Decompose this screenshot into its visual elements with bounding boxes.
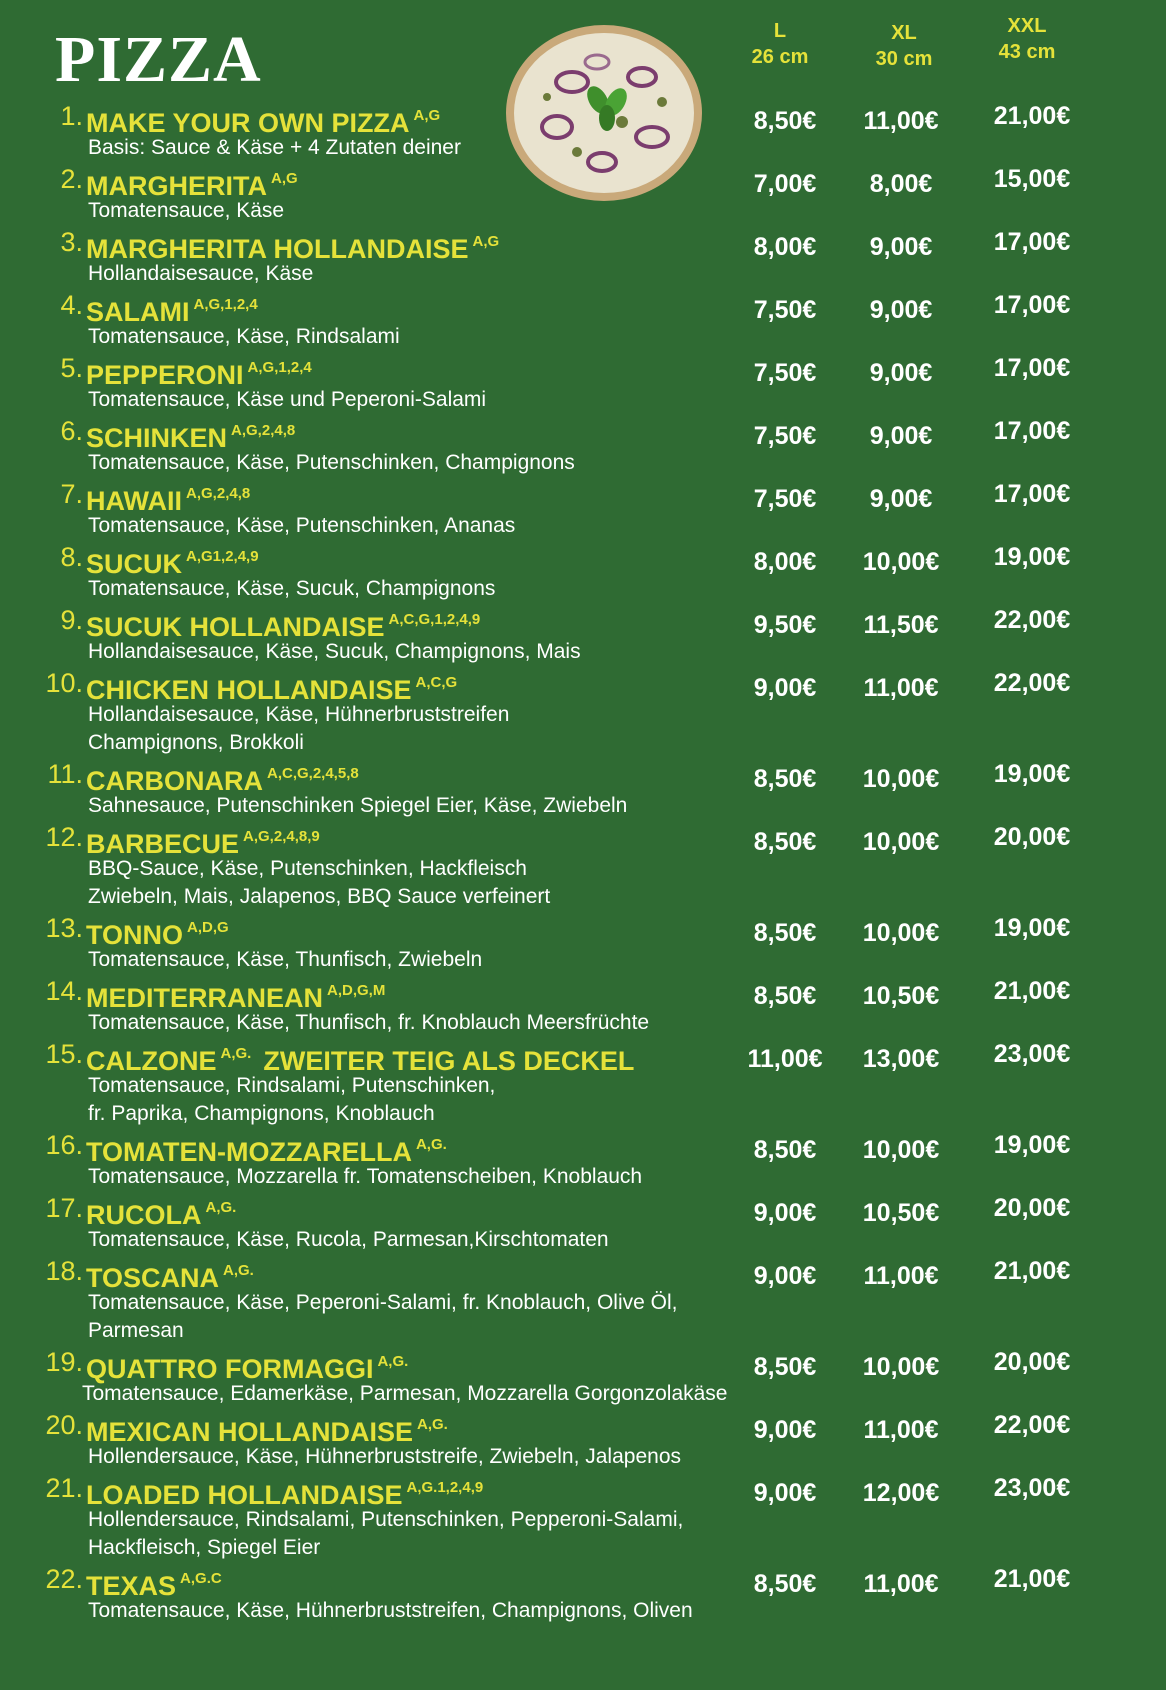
price-l: 8,50€	[753, 107, 817, 135]
price-l: 7,50€	[753, 296, 817, 324]
price-xxl: 19,00€	[993, 914, 1071, 942]
description-line: Hollandaisesauce, Käse, Sucuk, Champignons, Mais	[88, 640, 581, 663]
size-name: XXL	[1007, 15, 1047, 37]
item-note: ZWEITER TEIG ALS DECKEL	[263, 1046, 635, 1076]
price-l: 8,50€	[753, 1353, 817, 1381]
item-description	[88, 946, 748, 974]
size-header-xl	[844, 20, 964, 72]
description-line: Tomatensauce, Käse und Peperoni-Salami	[88, 388, 487, 411]
item-title: BARBECUE	[86, 829, 240, 859]
price-xl: 11,00€	[863, 107, 939, 135]
pizza-image	[502, 22, 706, 204]
price-l: 7,50€	[753, 359, 817, 387]
item-description	[88, 1163, 748, 1191]
item-description	[88, 1289, 748, 1345]
allergen-codes: A,G.C	[180, 1570, 222, 1587]
item-title: TOSCANA	[86, 1263, 220, 1293]
price-l: 8,00€	[753, 233, 817, 261]
allergen-codes: A,G,2,4,8,9	[243, 828, 320, 845]
description-line: Tomatensauce, Käse, Peperoni-Salami, fr. Knoblauch, Olive Öl,	[88, 1291, 678, 1314]
price-xl: 9,00€	[869, 359, 933, 387]
item-description	[88, 855, 748, 911]
price-xxl: 23,00€	[993, 1040, 1071, 1068]
item-description	[88, 134, 748, 162]
allergen-codes: A,G	[270, 170, 298, 187]
item-title: SUCUK	[86, 549, 183, 579]
allergen-codes: A,G,1,2,4	[247, 359, 312, 376]
description-line: BBQ-Sauce, Käse, Putenschinken, Hackfleisch	[88, 857, 527, 880]
item-description	[88, 1009, 748, 1037]
price-xxl: 20,00€	[993, 1194, 1071, 1222]
price-xl: 10,00€	[862, 1136, 940, 1164]
description-line: Hollandaisesauce, Käse, Hühnerbruststreifen	[88, 703, 510, 726]
description-line: Tomatensauce, Rindsalami, Putenschinken,	[88, 1074, 496, 1097]
size-name: L	[773, 20, 787, 42]
description-line: Tomatensauce, Käse	[88, 199, 285, 222]
description-line: Tomatensauce, Käse, Putenschinken, Ananas	[88, 514, 516, 537]
price-l: 7,00€	[753, 170, 817, 198]
item-title: CARBONARA	[86, 766, 263, 796]
item-description	[88, 1506, 748, 1562]
price-l: 8,50€	[753, 919, 817, 947]
item-number: 8.	[60, 542, 83, 572]
item-number: 12.	[45, 822, 83, 852]
allergen-codes: A,G,1,2,4	[193, 296, 258, 313]
item-title: MARGHERITA	[86, 171, 267, 201]
description-line: Basis: Sauce & Käse + 4 Zutaten deiner	[88, 136, 461, 159]
item-number: 19.	[45, 1347, 83, 1377]
price-xl: 12,00€	[862, 1479, 940, 1507]
price-xxl: 17,00€	[993, 354, 1071, 382]
price-xl: 9,00€	[869, 485, 933, 513]
description-line: Hollandaisesauce, Käse	[88, 262, 314, 285]
price-xxl: 20,00€	[993, 1348, 1071, 1376]
price-xl: 10,50€	[862, 1199, 940, 1227]
price-xl: 10,50€	[862, 982, 940, 1010]
price-l: 9,00€	[753, 1262, 817, 1290]
item-description	[88, 1597, 748, 1625]
description-line: Tomatensauce, Käse, Rucola, Parmesan,Kirschtomaten	[88, 1228, 609, 1251]
allergen-codes: A,G.	[223, 1262, 254, 1279]
item-number: 3.	[60, 227, 83, 257]
price-xxl: 22,00€	[993, 1411, 1071, 1439]
item-number: 6.	[60, 416, 83, 446]
price-xl: 9,00€	[869, 233, 933, 261]
price-xl: 11,00€	[863, 674, 939, 702]
price-xl: 10,00€	[862, 1353, 940, 1381]
description-line: fr. Paprika, Champignons, Knoblauch	[88, 1102, 435, 1125]
item-title: MEDITERRANEAN	[86, 983, 324, 1013]
item-number: 10.	[45, 668, 83, 698]
price-l: 7,50€	[753, 485, 817, 513]
item-title: SALAMI	[86, 297, 190, 327]
item-description	[88, 792, 748, 820]
item-number: 18.	[45, 1256, 83, 1286]
allergen-codes: A,G.1,2,4,9	[406, 1479, 484, 1496]
allergen-codes: A,G.	[377, 1353, 409, 1370]
price-l: 8,50€	[753, 1570, 817, 1598]
description-line: Tomatensauce, Käse, Rindsalami	[88, 325, 400, 348]
description-line: Zwiebeln, Mais, Jalapenos, BBQ Sauce verfeinert	[88, 885, 551, 908]
price-l: 9,50€	[753, 611, 817, 639]
item-number: 20.	[45, 1410, 83, 1440]
item-title: MEXICAN HOLLANDAISE	[86, 1417, 414, 1447]
price-l: 11,00€	[747, 1045, 823, 1073]
price-l: 8,50€	[753, 982, 817, 1010]
price-l: 9,00€	[753, 1416, 817, 1444]
item-number: 22.	[45, 1564, 83, 1594]
allergen-codes: A,G.	[415, 1136, 447, 1153]
item-title: TONNO	[86, 920, 184, 950]
price-xxl: 19,00€	[993, 543, 1071, 571]
price-xl: 10,00€	[862, 548, 940, 576]
description-line: Parmesan	[88, 1319, 184, 1342]
allergen-codes: A,C,G	[415, 674, 458, 691]
item-description	[88, 260, 748, 288]
price-xl: 11,50€	[863, 611, 939, 639]
price-l: 8,50€	[753, 1136, 817, 1164]
item-number: 5.	[60, 353, 83, 383]
description-line: Tomatensauce, Mozzarella fr. Tomatenscheiben, Knoblauch	[88, 1165, 643, 1188]
size-diameter: 43 cm	[998, 41, 1056, 63]
item-description	[88, 386, 748, 414]
price-xl: 11,00€	[863, 1416, 939, 1444]
item-description	[88, 638, 748, 666]
description-line: Tomatensauce, Käse, Putenschinken, Champignons	[88, 451, 575, 474]
allergen-codes: A,C,G,1,2,4,9	[388, 611, 481, 628]
price-xl: 8,00€	[869, 170, 933, 198]
price-l: 9,00€	[753, 1199, 817, 1227]
item-title: PEPPERONI	[86, 360, 244, 390]
item-number: 1.	[60, 101, 83, 131]
price-xxl: 21,00€	[993, 1565, 1071, 1593]
item-title: TOMATEN-MOZZARELLA	[86, 1137, 412, 1167]
item-title: CALZONE	[86, 1046, 217, 1076]
item-description	[88, 1072, 748, 1128]
price-xxl: 17,00€	[993, 417, 1071, 445]
size-name: XL	[891, 22, 917, 44]
item-title: MARGHERITA HOLLANDAISE	[86, 234, 469, 264]
allergen-codes: A,G	[413, 107, 441, 124]
item-number: 13.	[45, 913, 83, 943]
price-xxl: 21,00€	[993, 977, 1071, 1005]
item-title: TEXAS	[86, 1571, 177, 1601]
description-line: Sahnesauce, Putenschinken Spiegel Eier, Käse, Zwiebeln	[88, 794, 628, 817]
allergen-codes: A,D,G,M	[327, 982, 386, 999]
item-title: MAKE YOUR OWN PIZZA	[86, 108, 410, 138]
item-number: 14.	[45, 976, 83, 1006]
item-title: HAWAII	[86, 486, 183, 516]
description-line: Tomatensauce, Käse, Thunfisch, fr. Knoblauch Meersfrüchte	[88, 1011, 650, 1034]
price-xxl: 20,00€	[993, 823, 1071, 851]
price-xl: 13,00€	[862, 1045, 940, 1073]
item-description	[88, 575, 748, 603]
item-number: 9.	[60, 605, 83, 635]
price-xxl: 17,00€	[993, 291, 1071, 319]
description-line: Hollendersauce, Rindsalami, Putenschinken, Pepperoni-Salami,	[88, 1508, 684, 1531]
page-title: PIZZA	[55, 23, 262, 96]
allergen-codes: A,C,G,2,4,5,8	[267, 765, 359, 782]
description-line: Tomatensauce, Käse, Thunfisch, Zwiebeln	[88, 948, 483, 971]
price-l: 7,50€	[753, 422, 817, 450]
allergen-codes: A,G.	[417, 1416, 448, 1433]
price-xl: 10,00€	[862, 828, 940, 856]
item-title: LOADED HOLLANDAISE	[86, 1480, 403, 1510]
item-number: 11.	[47, 759, 83, 789]
item-description	[88, 1226, 748, 1254]
item-description	[88, 512, 748, 540]
item-title: SCHINKEN	[86, 423, 228, 453]
size-header-l	[720, 18, 840, 70]
size-diameter: 30 cm	[875, 48, 933, 70]
item-title: CHICKEN HOLLANDAISE	[86, 675, 412, 705]
price-l: 8,00€	[753, 548, 817, 576]
item-description	[88, 323, 748, 351]
item-title: RUCOLA	[86, 1200, 202, 1230]
price-xl: 10,00€	[862, 919, 940, 947]
price-xxl: 19,00€	[993, 760, 1071, 788]
description-line: Hackfleisch, Spiegel Eier	[88, 1536, 321, 1559]
allergen-codes: A,G1,2,4,9	[186, 548, 259, 565]
price-xxl: 17,00€	[993, 228, 1071, 256]
price-xxl: 21,00€	[993, 1257, 1071, 1285]
allergen-codes: A,D,G	[187, 919, 229, 936]
description-line: Tomatensauce, Käse, Hühnerbruststreifen, Champignons, Oliven	[88, 1599, 693, 1622]
description-line: Hollendersauce, Käse, Hühnerbruststreife, Zwiebeln, Jalapenos	[88, 1445, 681, 1468]
description-line: Tomatensauce, Edamerkäse, Parmesan, Mozzarella Gorgonzolakäse	[82, 1382, 728, 1405]
item-description	[88, 197, 748, 225]
price-l: 9,00€	[753, 1479, 817, 1507]
size-diameter: 26 cm	[751, 46, 809, 68]
price-xl: 11,00€	[863, 1570, 939, 1598]
price-xxl: 15,00€	[993, 165, 1071, 193]
allergen-codes: A,G.	[220, 1045, 252, 1062]
item-description	[88, 1443, 748, 1471]
description-line: Champignons, Brokkoli	[88, 731, 304, 754]
item-description	[82, 1380, 782, 1408]
item-title: SUCUK HOLLANDAISE	[86, 612, 385, 642]
price-xxl: 22,00€	[993, 669, 1071, 697]
price-xxl: 23,00€	[993, 1474, 1071, 1502]
allergen-codes: A,G.	[205, 1199, 237, 1216]
price-xxl: 21,00€	[993, 102, 1071, 130]
price-xl: 10,00€	[862, 765, 940, 793]
item-number: 2.	[60, 164, 83, 194]
size-header-xxl	[967, 13, 1087, 65]
item-number: 7.	[60, 479, 83, 509]
price-l: 9,00€	[753, 674, 817, 702]
allergen-codes: A,G	[472, 233, 500, 250]
allergen-codes: A,G,2,4,8	[186, 485, 251, 502]
item-description	[88, 449, 748, 477]
price-xl: 9,00€	[869, 422, 933, 450]
item-description	[88, 701, 748, 757]
allergen-codes: A,G,2,4,8	[231, 422, 296, 439]
description-line: Tomatensauce, Käse, Sucuk, Champignons	[88, 577, 496, 600]
price-xxl: 17,00€	[993, 480, 1071, 508]
price-xl: 11,00€	[863, 1262, 939, 1290]
item-number: 21.	[45, 1473, 83, 1503]
price-l: 8,50€	[753, 765, 817, 793]
price-xl: 9,00€	[869, 296, 933, 324]
item-title: QUATTRO FORMAGGI	[86, 1354, 374, 1384]
price-xxl: 22,00€	[993, 606, 1071, 634]
price-xxl: 19,00€	[993, 1131, 1071, 1159]
item-number: 15.	[45, 1039, 83, 1069]
item-number: 16.	[45, 1130, 83, 1160]
item-number: 17.	[45, 1193, 83, 1223]
price-l: 8,50€	[753, 828, 817, 856]
item-number: 4.	[60, 290, 83, 320]
